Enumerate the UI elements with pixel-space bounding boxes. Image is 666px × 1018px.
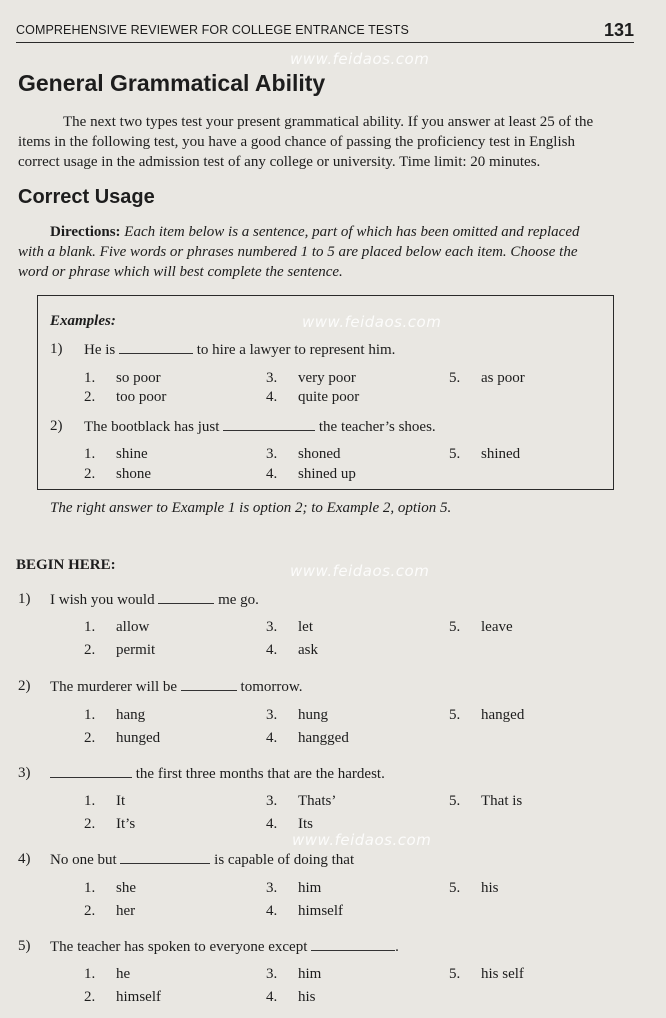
intro-line: items in the following test, you have a good chance of passing the proficiency test in English xyxy=(18,134,575,150)
example-number: 2) xyxy=(50,418,63,434)
option: 1. shine xyxy=(84,446,148,462)
option: 3. him xyxy=(266,880,322,896)
question-stem: No one but is capable of doing that xyxy=(50,852,355,868)
option: 5. as poor xyxy=(449,370,525,386)
option: 2. shone xyxy=(84,466,151,482)
option: 1. It xyxy=(84,793,126,809)
answer-blank xyxy=(311,938,395,951)
option: 2. himself xyxy=(84,989,161,1005)
intro-line: correct usage in the admission test of any college or university. Time limit: 20 minutes. xyxy=(18,154,541,170)
directions-line: Each item below is a sentence, part of which has been omitted and replaced xyxy=(120,224,580,240)
option: 3. him xyxy=(266,966,322,982)
question-number: 5) xyxy=(18,938,31,954)
examples-note: The right answer to Example 1 is option 2; to Example 2, option 5. xyxy=(50,500,452,516)
directions-label: Directions: xyxy=(50,224,121,240)
question-stem: I wish you would me go. xyxy=(50,592,259,608)
directions-line: word or phrase which will best complete the sentence. xyxy=(18,264,343,280)
watermark: www.feidaos.com xyxy=(292,831,432,849)
question-stem: the first three months that are the hardest. xyxy=(50,765,385,783)
option: 3. Thats’ xyxy=(266,793,337,809)
answer-blank xyxy=(50,765,132,778)
stem-after: the teacher’s shoes. xyxy=(318,419,436,435)
watermark: www.feidaos.com xyxy=(290,50,430,68)
question-stem: The teacher has spoken to everyone except . xyxy=(50,939,399,955)
begin-label: BEGIN HERE: xyxy=(16,557,116,573)
running-title: COMPREHENSIVE REVIEWER FOR COLLEGE ENTRANCE TESTS xyxy=(16,23,409,37)
answer-blank xyxy=(158,591,214,604)
option: 5. hanged xyxy=(449,707,525,723)
option: 5. That is xyxy=(449,793,523,809)
option: 2. hunged xyxy=(84,730,161,746)
examples-label: Examples: xyxy=(50,313,116,329)
option: 1. she xyxy=(84,880,136,896)
question-number: 3) xyxy=(18,765,31,781)
answer-blank xyxy=(119,341,193,354)
option: 1. allow xyxy=(84,619,150,635)
option: 3. very poor xyxy=(266,370,356,386)
stem-before: He is xyxy=(84,342,116,358)
subsection-title: Correct Usage xyxy=(18,186,155,208)
option: 4. quite poor xyxy=(266,389,360,405)
option: 2. It’s xyxy=(84,816,136,832)
option: 5. leave xyxy=(449,619,513,635)
stem-after: to hire a lawyer to represent him. xyxy=(196,342,396,358)
question-stem: The murderer will be tomorrow. xyxy=(50,679,303,695)
option: 4. ask xyxy=(266,642,318,658)
example-stem xyxy=(84,418,436,436)
option: 1. so poor xyxy=(84,370,161,386)
option: 4. hangged xyxy=(266,730,349,746)
option: 2. too poor xyxy=(84,389,167,405)
option: 5. shined xyxy=(449,446,521,462)
question-number: 1) xyxy=(18,591,31,607)
option: 3. shoned xyxy=(266,446,341,462)
option: 1. hang xyxy=(84,707,146,723)
section-title: General Grammatical Ability xyxy=(18,70,326,96)
question-number: 4) xyxy=(18,851,31,867)
running-head xyxy=(16,20,634,43)
intro-line: The next two types test your present grammatical ability. If you answer at least 25 of the xyxy=(63,114,594,130)
option: 4. his xyxy=(266,989,316,1005)
option: 4. shined up xyxy=(266,466,356,482)
intro-paragraph xyxy=(18,112,638,172)
option: 4. Its xyxy=(266,816,313,832)
directions-line: with a blank. Five words or phrases numbered 1 to 5 are placed below each item. Choose the xyxy=(18,244,578,260)
directions-paragraph xyxy=(18,222,638,282)
watermark: www.feidaos.com xyxy=(290,562,430,580)
option: 1. he xyxy=(84,966,131,982)
page-number: 131 xyxy=(603,20,634,40)
answer-blank xyxy=(223,418,315,431)
example-number: 1) xyxy=(50,341,63,357)
option: 4. himself xyxy=(266,903,343,919)
answer-blank xyxy=(181,678,237,691)
question-number: 2) xyxy=(18,678,31,694)
option: 5. his xyxy=(449,880,499,896)
option: 3. let xyxy=(266,619,313,635)
example-stem xyxy=(84,341,395,359)
option: 3. hung xyxy=(266,707,328,723)
answer-blank xyxy=(120,851,210,864)
stem-before: The bootblack has just xyxy=(84,419,220,435)
option: 5. his self xyxy=(449,966,524,982)
option: 2. her xyxy=(84,903,136,919)
watermark: www.feidaos.com xyxy=(302,313,442,331)
option: 2. permit xyxy=(84,642,156,658)
